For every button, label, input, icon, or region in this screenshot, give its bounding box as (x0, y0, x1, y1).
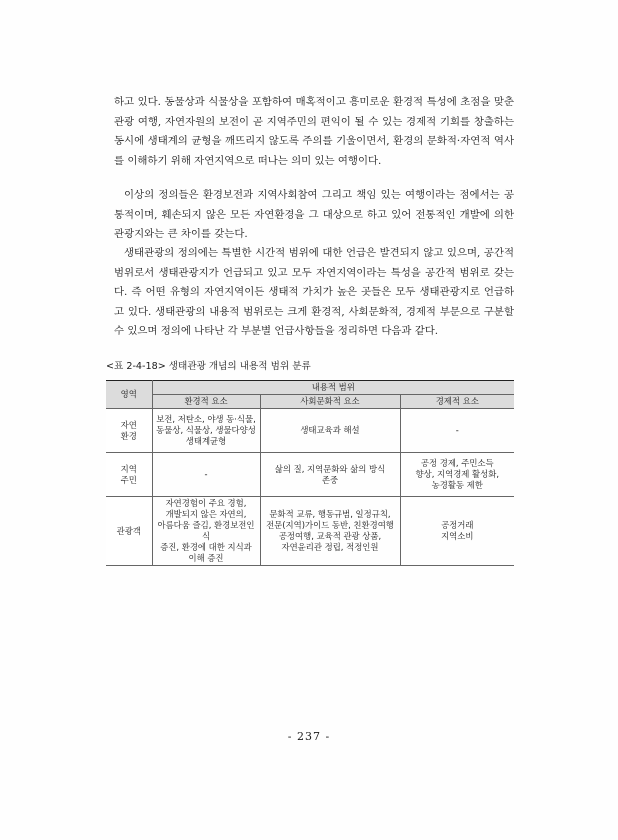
table-subheader-row (106, 395, 514, 409)
cell-residents-sociocultural: 삶의 질, 지역문화와 삶의 방식 존중 (260, 453, 400, 497)
cell-nature-sociocultural: 생태교육과 해설 (260, 409, 400, 453)
cell-tourists-environmental: 자연경험이 주요 경험, 개발되지 않은 자연의, 아름다움 즐김, 환경보전인식 증진, 환경에 대한 지식과 이해 증진 (152, 497, 260, 566)
header-economic: 경제적 요소 (400, 395, 514, 409)
table-row (106, 497, 514, 566)
table-row (106, 453, 514, 497)
scope-classification-table (106, 380, 514, 566)
body-paragraph-3: 생태관광의 정의에는 특별한 시간적 범위에 대한 언급은 발견되지 않고 있으며, 공간적 범위로서 생태관광지가 언급되고 있고 모두 자연지역이라는 특성을 공간적 범위로 갖는다. 즉 어떤 유형의 자연지역이든 생태적 가치가 높은 곳들은 모두 생태관광지로 언급하고 있다. 생태관광의 내용적 범위로는 크게 환경적, 사회문화적, 경제적 부문으로 구분할 수 있으며 정의에 나타난 각 부분별 언급사항들을 정리하면 다음과 같다. (114, 247, 514, 338)
header-region: 영역 (106, 381, 152, 409)
header-sociocultural: 사회문화적 요소 (260, 395, 400, 409)
body-paragraph-1: 하고 있다. 동물상과 식물상을 포함하여 매혹적이고 흥미로운 환경적 특성에 초점을 맞춘 관광 여행, 자연자원의 보전이 곧 지역주민의 편익이 될 수 있는 경제적 기회를 창출하는 동시에 생태계의 균형을 깨뜨리지 않도록 주의를 기울이면서, 환경의 문화적·자연적 역사를 이해하기 위해 자연지역으로 떠나는 의미 있는 여행이다. (114, 96, 514, 167)
cell-residents-environmental: - (152, 453, 260, 497)
table-header-row (106, 381, 514, 395)
body-paragraph-2: 이상의 정의들은 환경보전과 지역사회참여 그리고 책임 있는 여행이라는 점에서는 공통적이며, 훼손되지 않은 모든 자연환경을 그 대상으로 하고 있어 전통적인 개발에 의한 관광지와는 큰 차이를 갖는다. (114, 189, 514, 241)
table-caption: <표 2-4-18> 생태관광 개념의 내용적 범위 분류 (106, 361, 311, 372)
page-number: - 237 - (287, 730, 331, 743)
row-head-tourists: 관광객 (106, 497, 152, 566)
cell-residents-economic: 공정 경제, 주민소득 향상, 지역경제 활성화, 농경활동 제한 (400, 453, 514, 497)
table-row (106, 409, 514, 453)
cell-tourists-economic: 공정거래 지역소비 (400, 497, 514, 566)
cell-nature-environmental: 보전, 저탄소, 야생 동·식물, 동물상, 식물상, 생물다양성 생태계균형 (152, 409, 260, 453)
row-head-residents: 지역 주민 (106, 453, 152, 497)
row-head-nature: 자연 환경 (106, 409, 152, 453)
cell-nature-economic: - (400, 409, 514, 453)
header-content-scope: 내용적 범위 (152, 381, 514, 395)
header-environmental: 환경적 요소 (152, 395, 260, 409)
cell-tourists-sociocultural: 문화적 교류, 행동규범, 일정규칙, 전문(지역)가이드 동반, 친환경여행 공정여행, 교육적 관광 상품, 자연윤리관 정립, 적정인원 (260, 497, 400, 566)
